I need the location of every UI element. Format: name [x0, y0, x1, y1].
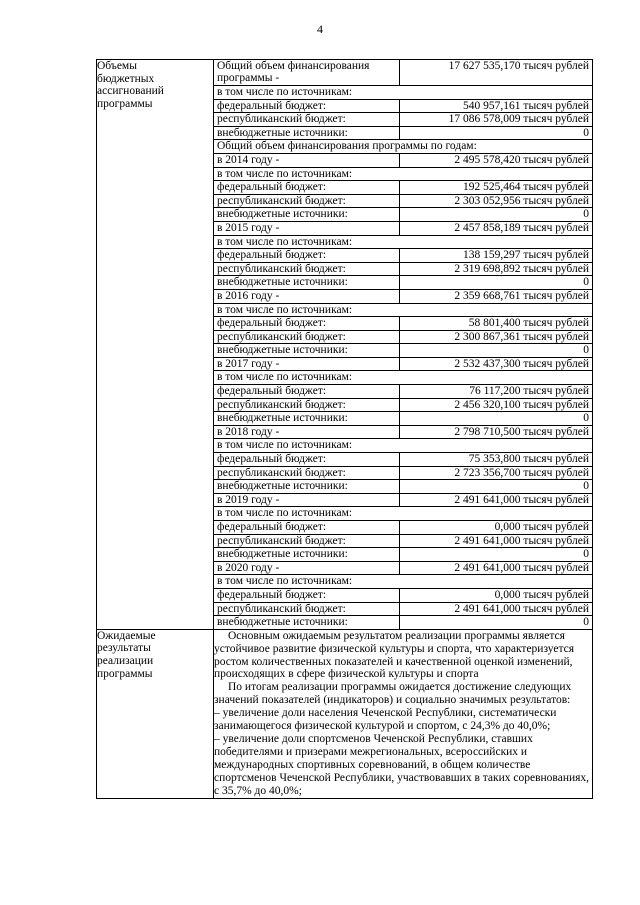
funding-amount: 58 801,400 тысяч рублей: [399, 317, 592, 331]
funding-row-item: [214, 425, 592, 439]
funding-source-label: внебюджетные источники:: [214, 548, 399, 562]
funding-amount: 2 491 641,000 тысяч рублей: [399, 493, 592, 507]
funding-row-item: [214, 357, 592, 371]
funding-amount: 0: [399, 480, 592, 494]
results-label-line: программы: [97, 667, 153, 680]
funding-source-label: в 2020 году -: [214, 561, 399, 575]
funding-amount: 0: [399, 126, 592, 140]
funding-label-cell: [97, 60, 214, 630]
funding-source-label: федеральный бюджет:: [214, 181, 399, 195]
funding-source-label: республиканский бюджет:: [214, 113, 399, 127]
funding-section-label: в том числе по источникам:: [214, 575, 592, 589]
funding-row-item: [214, 126, 592, 140]
funding-row-item: [214, 602, 592, 616]
results-label-cell: [97, 629, 214, 798]
funding-section-label: в том числе по источникам:: [214, 507, 592, 521]
funding-row-item: [214, 371, 592, 385]
funding-row-item: [214, 208, 592, 222]
funding-amount: 2 798 710,500 тысяч рублей: [399, 425, 592, 439]
passport-table: [96, 59, 593, 799]
results-row: [97, 629, 593, 798]
funding-row-item: [214, 493, 592, 507]
funding-row-item: [214, 412, 592, 426]
funding-source-label: в 2014 году -: [214, 153, 399, 167]
funding-section-label: в том числе по источникам:: [214, 167, 592, 181]
funding-amount: 2 491 641,000 тысяч рублей: [399, 602, 592, 616]
funding-section-label: в том числе по источникам:: [214, 235, 592, 249]
funding-amount: 17 086 578,009 тысяч рублей: [399, 113, 592, 127]
results-label-line: реализации: [97, 654, 154, 667]
funding-amount: 2 495 578,420 тысяч рублей: [399, 153, 592, 167]
funding-amount: 75 353,800 тысяч рублей: [399, 453, 592, 467]
funding-source-label: в 2018 году -: [214, 425, 399, 439]
funding-row-item: [214, 588, 592, 602]
funding-source-label: внебюджетные источники:: [214, 126, 399, 140]
funding-row-item: [214, 181, 592, 195]
funding-amount: 2 723 356,700 тысяч рублей: [399, 466, 592, 480]
funding-table: [214, 60, 592, 629]
funding-row-item: [214, 249, 592, 263]
funding-amount: 2 456 320,100 тысяч рублей: [399, 398, 592, 412]
funding-amount: 2 532 437,300 тысяч рублей: [399, 357, 592, 371]
funding-source-label: в 2016 году -: [214, 289, 399, 303]
funding-row-item: [214, 276, 592, 290]
funding-section-label: Общий объем финансирования программы по годам:: [214, 140, 592, 154]
funding-source-label: внебюджетные источники:: [214, 276, 399, 290]
funding-row-item: [214, 385, 592, 399]
results-label-line: результаты: [97, 642, 151, 655]
funding-amount: 2 491 641,000 тысяч рублей: [399, 534, 592, 548]
funding-row-item: [214, 221, 592, 235]
funding-amount: 0,000 тысяч рублей: [399, 521, 592, 535]
funding-amount: 0: [399, 344, 592, 358]
total-funding-value: 17 627 535,170 тысяч рублей: [399, 60, 592, 86]
funding-row-item: [214, 521, 592, 535]
funding-row-item: [214, 153, 592, 167]
funding-amount: 2 359 668,761 тысяч рублей: [399, 289, 592, 303]
funding-amount: 2 300 867,361 тысяч рублей: [399, 330, 592, 344]
funding-amount: 0: [399, 208, 592, 222]
funding-amount: 192 525,464 тысяч рублей: [399, 181, 592, 195]
funding-row-item: [214, 453, 592, 467]
funding-amount: 138 159,297 тысяч рублей: [399, 249, 592, 263]
results-paragraph: – увеличение доли населения Чеченской Республики, систематически занимающегося физической культурой и спортом, с 24,3% до 40,0%;: [214, 707, 557, 733]
funding-source-label: федеральный бюджет:: [214, 453, 399, 467]
funding-amount: 0: [399, 276, 592, 290]
funding-row-item: [214, 344, 592, 358]
funding-label-line: ассигнований: [97, 85, 164, 98]
funding-row-item: [214, 303, 592, 317]
funding-row-item: [214, 194, 592, 208]
funding-row-item: [214, 466, 592, 480]
funding-section-label: в том числе по источникам:: [214, 371, 592, 385]
funding-row-item: [214, 575, 592, 589]
funding-section-label: в том числе по источникам:: [214, 439, 592, 453]
funding-amount: 0,000 тысяч рублей: [399, 588, 592, 602]
funding-source-label: республиканский бюджет:: [214, 534, 399, 548]
funding-source-label: федеральный бюджет:: [214, 521, 399, 535]
funding-row-item: [214, 167, 592, 181]
funding-source-label: республиканский бюджет:: [214, 262, 399, 276]
funding-label-line: программы: [97, 97, 153, 110]
total-funding-label: Общий объем финансирования программы -: [214, 60, 399, 86]
funding-amount: 2 457 858,189 тысяч рублей: [399, 221, 592, 235]
funding-source-label: в 2019 году -: [214, 493, 399, 507]
funding-row-item: [214, 548, 592, 562]
funding-source-label: республиканский бюджет:: [214, 602, 399, 616]
page-number: 4: [317, 22, 323, 36]
funding-amount: 76 117,200 тысяч рублей: [399, 385, 592, 399]
funding-row-item: [214, 289, 592, 303]
funding-row-item: [214, 86, 592, 100]
results-content-cell: [214, 629, 593, 798]
funding-source-label: республиканский бюджет:: [214, 466, 399, 480]
funding-source-label: республиканский бюджет:: [214, 398, 399, 412]
funding-source-label: внебюджетные источники:: [214, 616, 399, 629]
funding-label-line: Объемы: [97, 60, 137, 72]
funding-row-item: [214, 534, 592, 548]
funding-row-item: [214, 616, 592, 629]
funding-row-item: [214, 330, 592, 344]
funding-amount: 0: [399, 548, 592, 562]
results-label-line: Ожидаемые: [97, 629, 156, 642]
funding-section-label: в том числе по источникам:: [214, 86, 592, 100]
funding-row-item: [214, 235, 592, 249]
total-funding-row: [214, 60, 592, 86]
results-paragraph: По итогам реализации программы ожидается достижение следующих значений показателей (индикаторов) и социально значимых результатов:: [214, 681, 572, 707]
funding-amount: 0: [583, 616, 589, 629]
funding-content-cell: [214, 60, 593, 630]
funding-row-item: [214, 507, 592, 521]
funding-row-item: [214, 398, 592, 412]
funding-row-item: [214, 262, 592, 276]
funding-amount: 0: [399, 412, 592, 426]
funding-source-label: внебюджетные источники:: [214, 480, 399, 494]
funding-amount: 540 957,161 тысяч рублей: [399, 99, 592, 113]
funding-source-label: внебюджетные источники:: [214, 208, 399, 222]
funding-row-item: [214, 317, 592, 331]
funding-amount: 2 491 641,000 тысяч рублей: [399, 561, 592, 575]
funding-row-item: [214, 99, 592, 113]
funding-source-label: внебюджетные источники:: [214, 344, 399, 358]
results-paragraph: Основным ожидаемым результатом реализации программы является устойчивое развитие физической культуры и спорта, что характеризуется ростом количественных показателей и качественной оценкой изменений, происходящих в сфере физической культуры и спорта: [214, 629, 575, 681]
funding-section-label: в том числе по источникам:: [214, 303, 592, 317]
funding-source-label: республиканский бюджет:: [214, 194, 399, 208]
funding-amount: 2 303 052,956 тысяч рублей: [399, 194, 592, 208]
funding-row-item: [214, 140, 592, 154]
funding-source-label: в 2015 году -: [214, 221, 399, 235]
funding-source-label: федеральный бюджет:: [214, 249, 399, 263]
results-paragraph: – увеличение доли спортсменов Чеченской Республики, ставших победителями и призерами межрегиональных, всероссийских и международных спортивных соревнований, в общем количестве спортсменов Чеченской Республики, участвовавших в таких соревнованиях, с 35,7% до 40,0%;: [214, 733, 590, 797]
funding-source-label: федеральный бюджет:: [214, 385, 399, 399]
funding-source-label: федеральный бюджет:: [214, 317, 399, 331]
funding-label-line: бюджетных: [97, 72, 155, 85]
funding-row: [97, 60, 593, 630]
funding-row-item: [214, 480, 592, 494]
funding-row-item: [214, 561, 592, 575]
funding-source-label: федеральный бюджет:: [214, 588, 399, 602]
funding-source-label: внебюджетные источники:: [214, 412, 399, 426]
funding-source-label: федеральный бюджет:: [214, 99, 399, 113]
funding-row-item: [214, 113, 592, 127]
funding-row-item: [214, 439, 592, 453]
funding-source-label: в 2017 году -: [214, 357, 399, 371]
funding-source-label: республиканский бюджет:: [214, 330, 399, 344]
funding-amount: 2 319 698,892 тысяч рублей: [399, 262, 592, 276]
